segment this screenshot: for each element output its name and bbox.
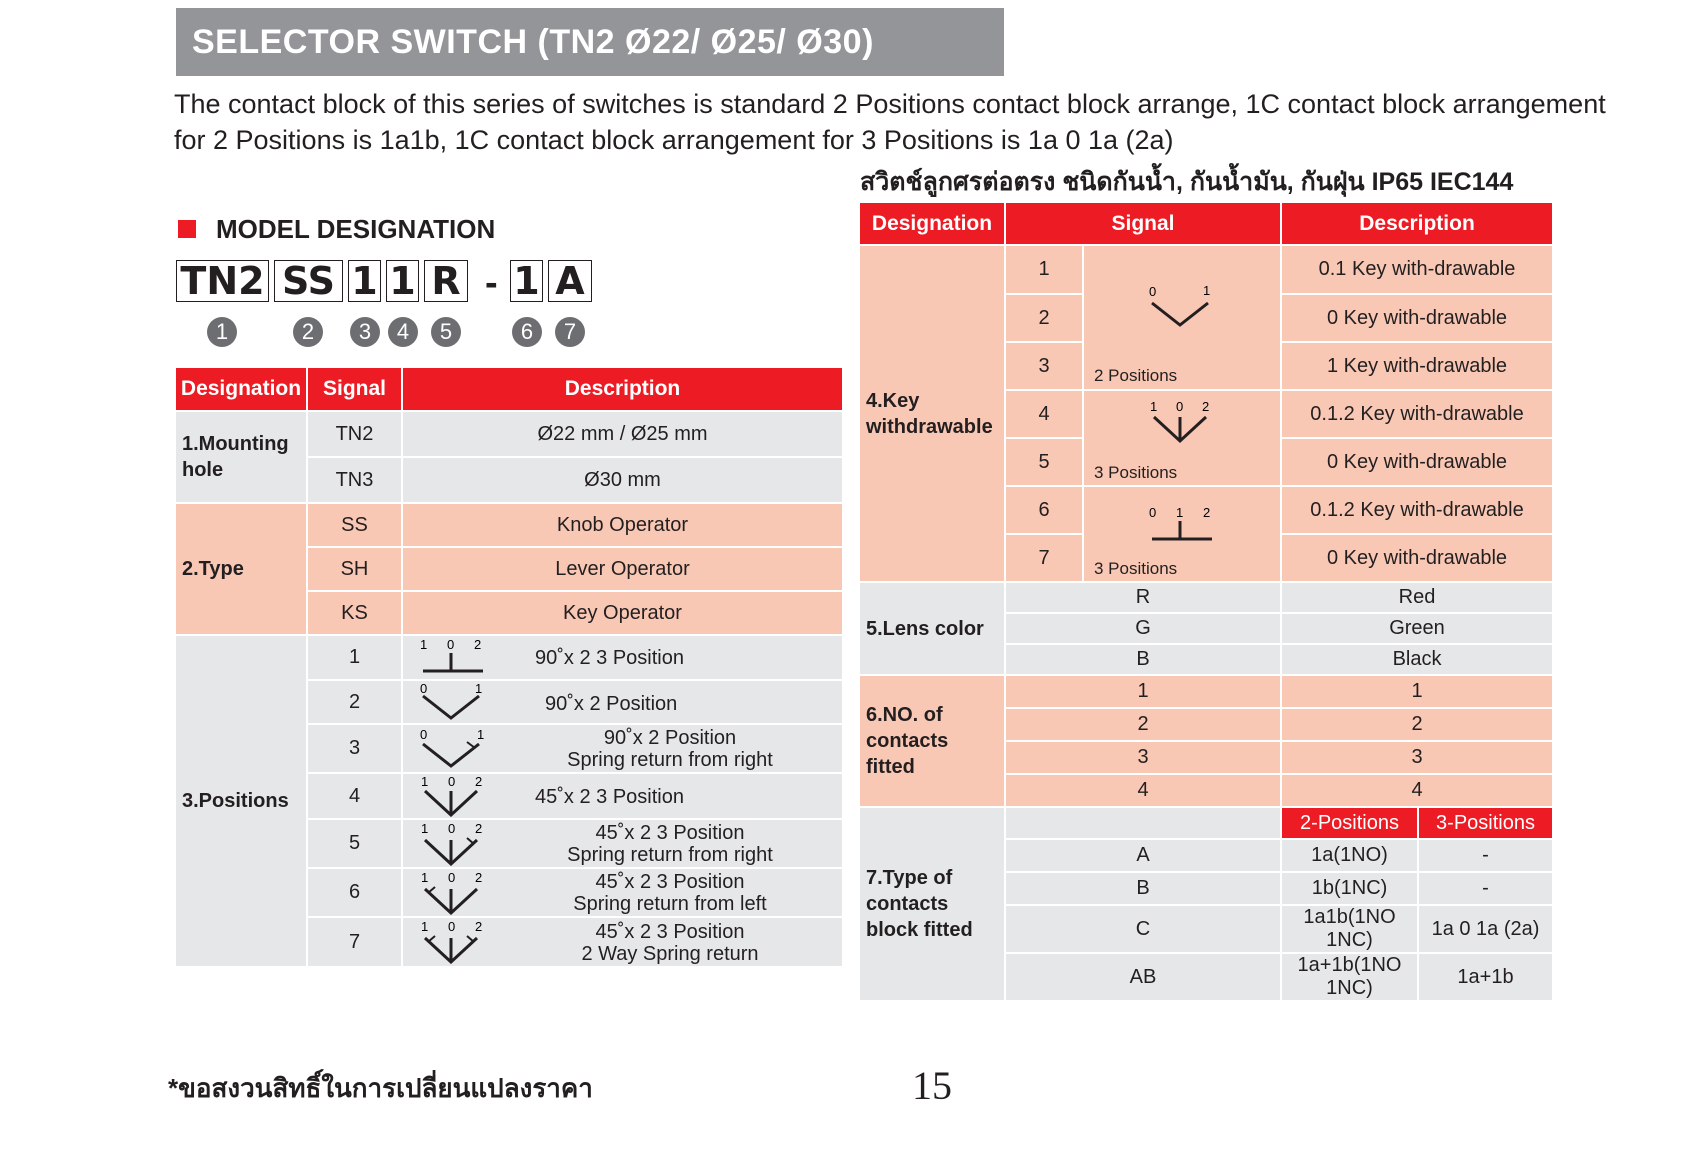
positions-signal: 4 [308, 774, 401, 818]
code-number-5: 5 [431, 317, 461, 347]
dial-label-c: 2 [475, 920, 483, 934]
code-number-4: 4 [388, 317, 418, 347]
red-square-bullet [178, 220, 196, 238]
model-designation-label: MODEL DESIGNATION [216, 214, 496, 244]
positions-desc-line2: Spring return from right [567, 749, 773, 771]
mounting-label: 1.Mounting hole [176, 412, 306, 502]
type-label: 2.Type [176, 504, 306, 634]
mounting-signal: TN2 [308, 412, 401, 456]
code-type: SS [274, 260, 343, 302]
positions-desc [403, 918, 842, 966]
block-two-pos: 1a(1NO) [1282, 840, 1417, 871]
positions-desc-line2: Spring return from right [567, 844, 773, 866]
contacts-desc: 2 [1282, 709, 1552, 740]
positions-desc-line1: 90˚x 2 Position [603, 727, 737, 749]
key-two-position-icon [1146, 281, 1226, 331]
key-num: 6 [1006, 487, 1082, 533]
block-two-pos: 1a+1b(1NO 1NC) [1282, 954, 1417, 1000]
footer-note: *ขอสงวนสิทธิ์ในการเปลี่ยนแปลงราคา [168, 1073, 593, 1103]
lens-label: 5.Lens color [860, 583, 1004, 674]
lens-signal: R [1006, 583, 1280, 612]
positions-signal: 3 [308, 725, 401, 772]
block-signal: A [1006, 840, 1280, 871]
key-num: 1 [1006, 246, 1082, 293]
type-signal: KS [308, 592, 401, 634]
dial-label-a: 1 [421, 920, 429, 934]
header-designation: Designation [176, 368, 306, 410]
key-symbol-3pos-v [1084, 391, 1280, 485]
contacts-desc: 1 [1282, 676, 1552, 707]
positions-desc-line1: 45˚x 2 3 Position [595, 921, 745, 943]
dial-label-c: 2 [475, 871, 483, 885]
code-block: A [548, 260, 592, 302]
positions-desc-line1: 45˚x 2 3 Position [535, 786, 684, 808]
key-three-position-v-icon [1146, 397, 1226, 449]
contacts-label: 6.NO. of contacts fitted [860, 676, 1004, 806]
key-num: 4 [1006, 391, 1082, 437]
dial-label-b: 0 [448, 920, 456, 934]
positions-desc-text [500, 871, 840, 915]
lens-signal: B [1006, 645, 1280, 674]
dial-label-a: 0 [1149, 284, 1157, 299]
dial-label-c: 2 [475, 775, 483, 789]
block-three-pos: - [1419, 840, 1552, 871]
positions-desc [403, 869, 842, 916]
three-position-spring-both-icon [417, 920, 497, 964]
code-number-3: 3 [350, 317, 380, 347]
dial-label-a: 1 [1150, 399, 1158, 414]
key-three-position-straight-icon [1146, 493, 1226, 545]
dial-label-a: 0 [1149, 505, 1157, 520]
contacts-signal: 1 [1006, 676, 1280, 707]
positions-label: 3.Positions [176, 636, 306, 966]
block-subheader-3pos: 3-Positions [1419, 808, 1552, 838]
thai-heading: สวิตช์ลูกศรต่อตรง ชนิดกันน้ำ, กันน้ำมัน, กันฝุ่น IP65 IEC144 [860, 168, 1514, 196]
code-mounting: TN2 [176, 260, 269, 302]
code-key: 1 [386, 260, 419, 302]
dial-label-a: 0 [420, 682, 428, 696]
dial-label-b: 0 [1176, 399, 1184, 414]
key-desc: 0 Key with-drawable [1282, 295, 1552, 341]
positions-signal: 6 [308, 869, 401, 916]
block-subheader-2pos: 2-Positions [1282, 808, 1417, 838]
key-num: 2 [1006, 295, 1082, 341]
two-position-v-icon [417, 682, 497, 722]
intro-text: The contact block of this series of switches is standard 2 Positions contact block arrange, 1C contact block arrangement for 2 Positions is 1a1b, 1C contact block arrangement for 3 Positions is 1a 0 1a (2a) [174, 89, 1606, 155]
key-desc: 0.1.2 Key with-drawable [1282, 487, 1552, 533]
block-three-pos: - [1419, 873, 1552, 904]
contacts-signal: 3 [1006, 742, 1280, 773]
key-desc: 0 Key with-drawable [1282, 535, 1552, 581]
code-lens: R [424, 260, 468, 302]
type-desc: Knob Operator [403, 504, 842, 546]
positions-desc-line1: 90˚x 2 Position [545, 693, 678, 715]
type-desc: Key Operator [403, 592, 842, 634]
dial-label-c: 2 [1203, 505, 1211, 520]
block-two-pos: 1a1b(1NO 1NC) [1282, 906, 1417, 952]
key-symbol-caption: 2 Positions [1094, 366, 1178, 385]
positions-signal: 2 [308, 681, 401, 723]
header-signal: Signal [1006, 203, 1280, 244]
key-desc: 0 Key with-drawable [1282, 439, 1552, 485]
type-signal: SH [308, 548, 401, 590]
positions-desc [403, 636, 842, 679]
code-number-6: 6 [512, 317, 542, 347]
block-signal: B [1006, 873, 1280, 904]
three-position-45-icon [417, 775, 497, 817]
dial-label-c: 2 [1202, 399, 1210, 414]
block-three-pos: 1a 0 1a (2a) [1419, 906, 1552, 952]
dial-label-a: 1 [421, 775, 429, 789]
positions-desc-text [500, 822, 840, 866]
lens-desc: Red [1282, 583, 1552, 612]
lens-desc: Black [1282, 645, 1552, 674]
key-num: 7 [1006, 535, 1082, 581]
block-label: 7.Type of contacts block fitted [860, 808, 1004, 1000]
block-two-pos: 1b(1NC) [1282, 873, 1417, 904]
positions-signal: 1 [308, 636, 401, 679]
three-position-straight-icon [417, 637, 497, 677]
dial-label-a: 0 [420, 728, 428, 742]
contacts-signal: 4 [1006, 775, 1280, 806]
title-bar [176, 8, 1004, 76]
key-symbol-caption: 3 Positions [1094, 463, 1178, 482]
code-number-1: 1 [207, 317, 237, 347]
dial-label-b: 0 [447, 637, 455, 652]
block-signal: AB [1006, 954, 1280, 1000]
block-signal: C [1006, 906, 1280, 952]
mounting-signal: TN3 [308, 458, 401, 502]
code-number-2: 2 [293, 317, 323, 347]
positions-desc-text [500, 727, 840, 771]
type-signal: SS [308, 504, 401, 546]
key-symbol-3pos-straight [1084, 487, 1280, 581]
positions-signal: 5 [308, 820, 401, 867]
positions-signal: 7 [308, 918, 401, 966]
positions-desc [403, 725, 842, 772]
dial-label-b: 1 [475, 682, 483, 696]
dial-label-a: 1 [420, 637, 428, 652]
key-desc: 0.1 Key with-drawable [1282, 246, 1552, 293]
type-desc: Lever Operator [403, 548, 842, 590]
code-positions: 1 [348, 260, 381, 302]
dial-label-a: 1 [421, 871, 429, 885]
three-position-spring-right-icon [417, 822, 497, 866]
positions-desc [403, 681, 842, 723]
code-contacts: 1 [510, 260, 543, 302]
block-three-pos: 1a+1b [1419, 954, 1552, 1000]
header-designation: Designation [860, 203, 1004, 244]
mounting-desc: Ø22 mm / Ø25 mm [403, 412, 842, 456]
left-spec-table [174, 366, 844, 968]
code-dash: - [485, 262, 498, 304]
key-num: 5 [1006, 439, 1082, 485]
dial-label-b: 0 [448, 822, 456, 836]
contacts-desc: 4 [1282, 775, 1552, 806]
code-number-7: 7 [555, 317, 585, 347]
positions-desc-line1: 90˚x 2 3 Position [535, 647, 684, 669]
dial-label-b: 1 [477, 728, 485, 742]
contacts-desc: 3 [1282, 742, 1552, 773]
dial-label-c: 2 [475, 822, 483, 836]
key-symbol-caption: 3 Positions [1094, 559, 1178, 578]
right-spec-table [858, 201, 1554, 1002]
page-number: 15 [912, 1063, 952, 1108]
key-label: 4.Key withdrawable [860, 246, 1004, 581]
dial-label-b: 0 [448, 871, 456, 885]
block-signal-empty [1006, 808, 1280, 838]
header-signal: Signal [308, 368, 401, 410]
dial-label-b: 0 [448, 775, 456, 789]
key-num: 3 [1006, 343, 1082, 389]
positions-desc-line1: 45˚x 2 3 Position [595, 871, 745, 893]
positions-desc-line2: 2 Way Spring return [581, 943, 759, 965]
positions-desc [403, 774, 842, 818]
key-symbol-2pos [1084, 246, 1280, 389]
positions-desc [403, 820, 842, 867]
header-description: Description [403, 368, 842, 410]
lens-signal: G [1006, 614, 1280, 643]
positions-desc-line1: 45˚x 2 3 Position [595, 822, 745, 844]
lens-desc: Green [1282, 614, 1552, 643]
dial-label-a: 1 [421, 822, 429, 836]
key-desc: 1 Key with-drawable [1282, 343, 1552, 389]
page-title: SELECTOR SWITCH (TN2 Ø22/ Ø25/ Ø30) [192, 23, 874, 61]
dial-label-c: 2 [474, 637, 482, 652]
three-position-spring-left-icon [417, 871, 497, 915]
contacts-signal: 2 [1006, 709, 1280, 740]
mounting-desc: Ø30 mm [403, 458, 842, 502]
dial-label-b: 1 [1203, 283, 1211, 298]
positions-desc-text [500, 921, 840, 965]
two-position-spring-icon [417, 728, 497, 770]
header-description: Description [1282, 203, 1552, 244]
key-desc: 0.1.2 Key with-drawable [1282, 391, 1552, 437]
positions-desc-line2: Spring return from left [573, 893, 767, 915]
dial-label-b: 1 [1176, 505, 1184, 520]
